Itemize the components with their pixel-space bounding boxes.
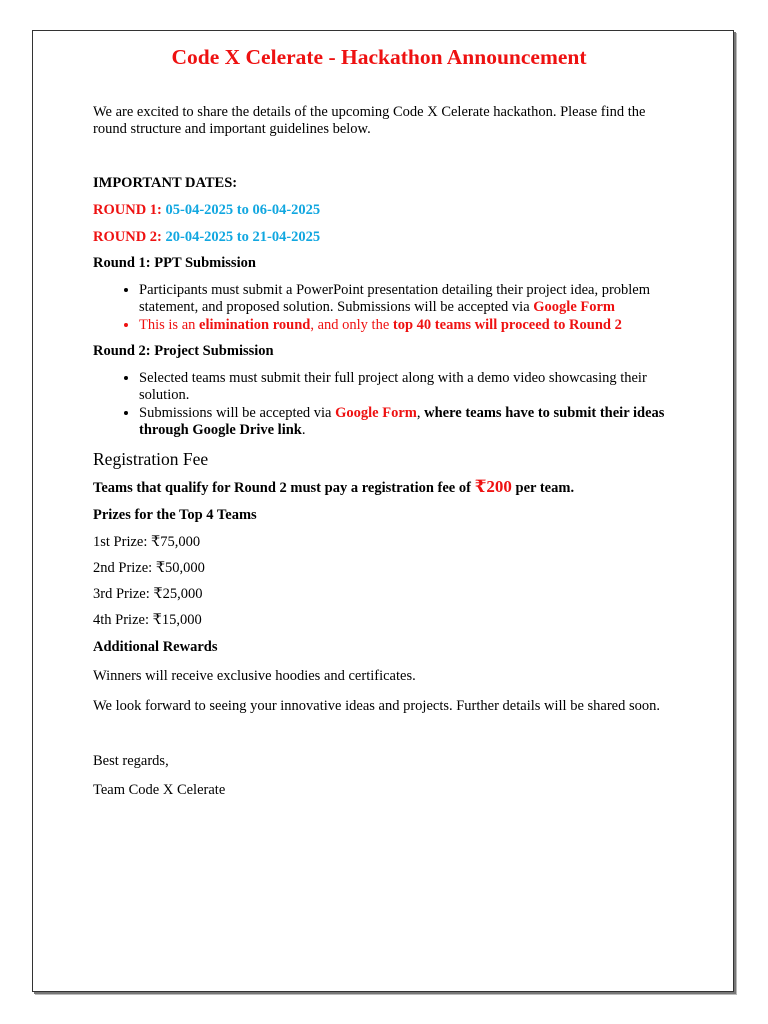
round1-bullet2-a: This is an: [139, 317, 200, 333]
round1-label: ROUND 1:: [93, 202, 162, 218]
fee-text-b: per team.: [511, 480, 575, 496]
round1-dates: 05-04-2025 to 06-04-2025: [165, 202, 321, 218]
round2-label: ROUND 2:: [93, 229, 162, 245]
prize-item: 1st Prize: ₹75,000: [93, 534, 201, 550]
fee-amount: ₹200: [474, 477, 512, 496]
round1-bullet1-text: Participants must submit a PowerPoint presentation detailing their project idea, problem statement, and proposed solution. Submissions will be accepted via: [139, 282, 651, 315]
document-page: [32, 30, 734, 992]
list-item: [139, 317, 665, 334]
list-item: [139, 370, 665, 404]
round2-bullet1-text: Selected teams must submit their full project along with a demo video showcasing their solution.: [139, 370, 647, 403]
round2-bullet2-a: Submissions will be accepted via: [139, 405, 336, 421]
top-teams-text: top 40 teams will proceed to Round 2: [392, 317, 622, 333]
signature: Team Code X Celerate: [93, 782, 226, 798]
registration-fee-text: [93, 478, 665, 497]
fee-text-a: Teams that qualify for Round 2 must pay a registration fee of: [93, 480, 475, 496]
google-form-link[interactable]: Google Form: [335, 405, 417, 421]
list-item: [139, 282, 665, 316]
signoff: Best regards,: [93, 753, 169, 769]
round1-heading: Round 1: PPT Submission: [93, 255, 256, 271]
registration-fee-heading: Registration Fee: [93, 449, 209, 469]
round2-dates-line: [93, 229, 665, 246]
round2-heading: Round 2: Project Submission: [93, 343, 274, 359]
prize-item: 3rd Prize: ₹25,000: [93, 586, 203, 602]
round2-dates: 20-04-2025 to 21-04-2025: [165, 229, 321, 245]
prize-item: 4th Prize: ₹15,000: [93, 612, 202, 628]
document-content: [93, 31, 665, 799]
document-title: Code X Celerate - Hackathon Announcement: [171, 45, 587, 69]
round1-dates-line: [93, 202, 665, 219]
important-dates-heading: IMPORTANT DATES:: [93, 175, 238, 191]
rewards-text: Winners will receive exclusive hoodies and certificates.: [93, 668, 416, 684]
elimination-round-text: elimination round: [199, 317, 311, 333]
prizes-heading: Prizes for the Top 4 Teams: [93, 507, 257, 523]
round2-bullet2-b: ,: [416, 405, 425, 421]
google-form-link[interactable]: Google Form: [533, 299, 616, 315]
intro-paragraph: We are excited to share the details of the upcoming Code X Celerate hackathon. Please find the round structure and important guidelines below.: [93, 104, 646, 137]
list-item: [139, 405, 665, 439]
prize-item: 2nd Prize: ₹50,000: [93, 560, 205, 576]
additional-rewards-heading: Additional Rewards: [93, 639, 218, 655]
round2-bullet2-d: .: [301, 422, 306, 438]
round2-list: [93, 370, 665, 439]
round1-bullet2-c: , and only the: [310, 317, 393, 333]
closing-paragraph: We look forward to seeing your innovative ideas and projects. Further details will be shared soon.: [93, 698, 661, 714]
round1-list: [93, 282, 665, 334]
round2-bullet2-c: where teams have to submit their ideas through Google Drive link: [139, 405, 665, 438]
